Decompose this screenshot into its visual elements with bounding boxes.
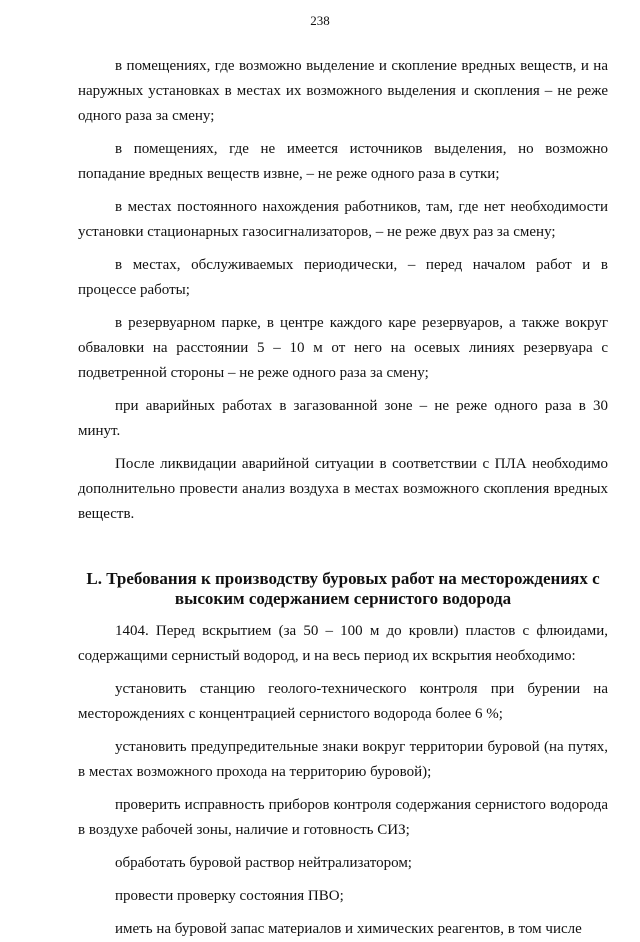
paragraph: в помещениях, где не имеется источников выделения, но возможно попадание вредных веществ извне, – не реже одного раза в сутки; (78, 141, 608, 182)
paragraph: в местах, обслуживаемых периодически, – перед началом работ и в процессе работы; (78, 257, 608, 298)
paragraph: обработать буровой раствор нейтрализатором; (115, 855, 412, 871)
document-body (78, 54, 608, 942)
section-heading-line: высоким содержанием сернистого водорода (174, 589, 512, 608)
paragraph: в помещениях, где возможно выделение и скопление вредных веществ, и на наружных установках в местах их возможного выделения и скопления – не реже одного раза за смену; (78, 58, 608, 124)
paragraph: установить предупредительные знаки вокруг территории буровой (на путях, в местах возможного прохода на территорию буровой); (78, 739, 608, 780)
section-heading-line: L. Требования к производству буровых работ на месторождениях с (86, 569, 600, 588)
paragraph: при аварийных работах в загазованной зоне – не реже одного раза в 30 минут. (78, 398, 608, 439)
paragraph: установить станцию геолого-технического контроля при бурении на месторождениях с концентрацией сернистого водорода более 6 %; (78, 681, 608, 722)
page-number: 238 (310, 13, 330, 28)
paragraph: провести проверку состояния ПВО; (115, 888, 344, 904)
paragraph: в резервуарном парке, в центре каждого каре резервуаров, а также вокруг обваловки на расстоянии 5 – 10 м от него на осевых линиях резервуара с подветренной стороны – не реже одного раза за смену; (78, 315, 608, 381)
section-heading (78, 569, 608, 609)
paragraph: иметь на буровой запас материалов и химических реагентов, в том числе (115, 921, 582, 937)
paragraph: 1404. Перед вскрытием (за 50 – 100 м до кровли) пластов с флюидами, содержащими сернистый водород, и на весь период их вскрытия необходимо: (78, 623, 608, 664)
paragraph: в местах постоянного нахождения работников, там, где нет необходимости установки стационарных газосигнализаторов, – не реже двух раз за смену; (78, 199, 608, 240)
paragraph: проверить исправность приборов контроля содержания сернистого водорода в воздухе рабочей зоны, наличие и готовность СИЗ; (78, 797, 608, 838)
paragraph: После ликвидации аварийной ситуации в соответствии с ПЛА необходимо дополнительно провести анализ воздуха в местах возможного скопления вредных веществ. (78, 456, 608, 522)
